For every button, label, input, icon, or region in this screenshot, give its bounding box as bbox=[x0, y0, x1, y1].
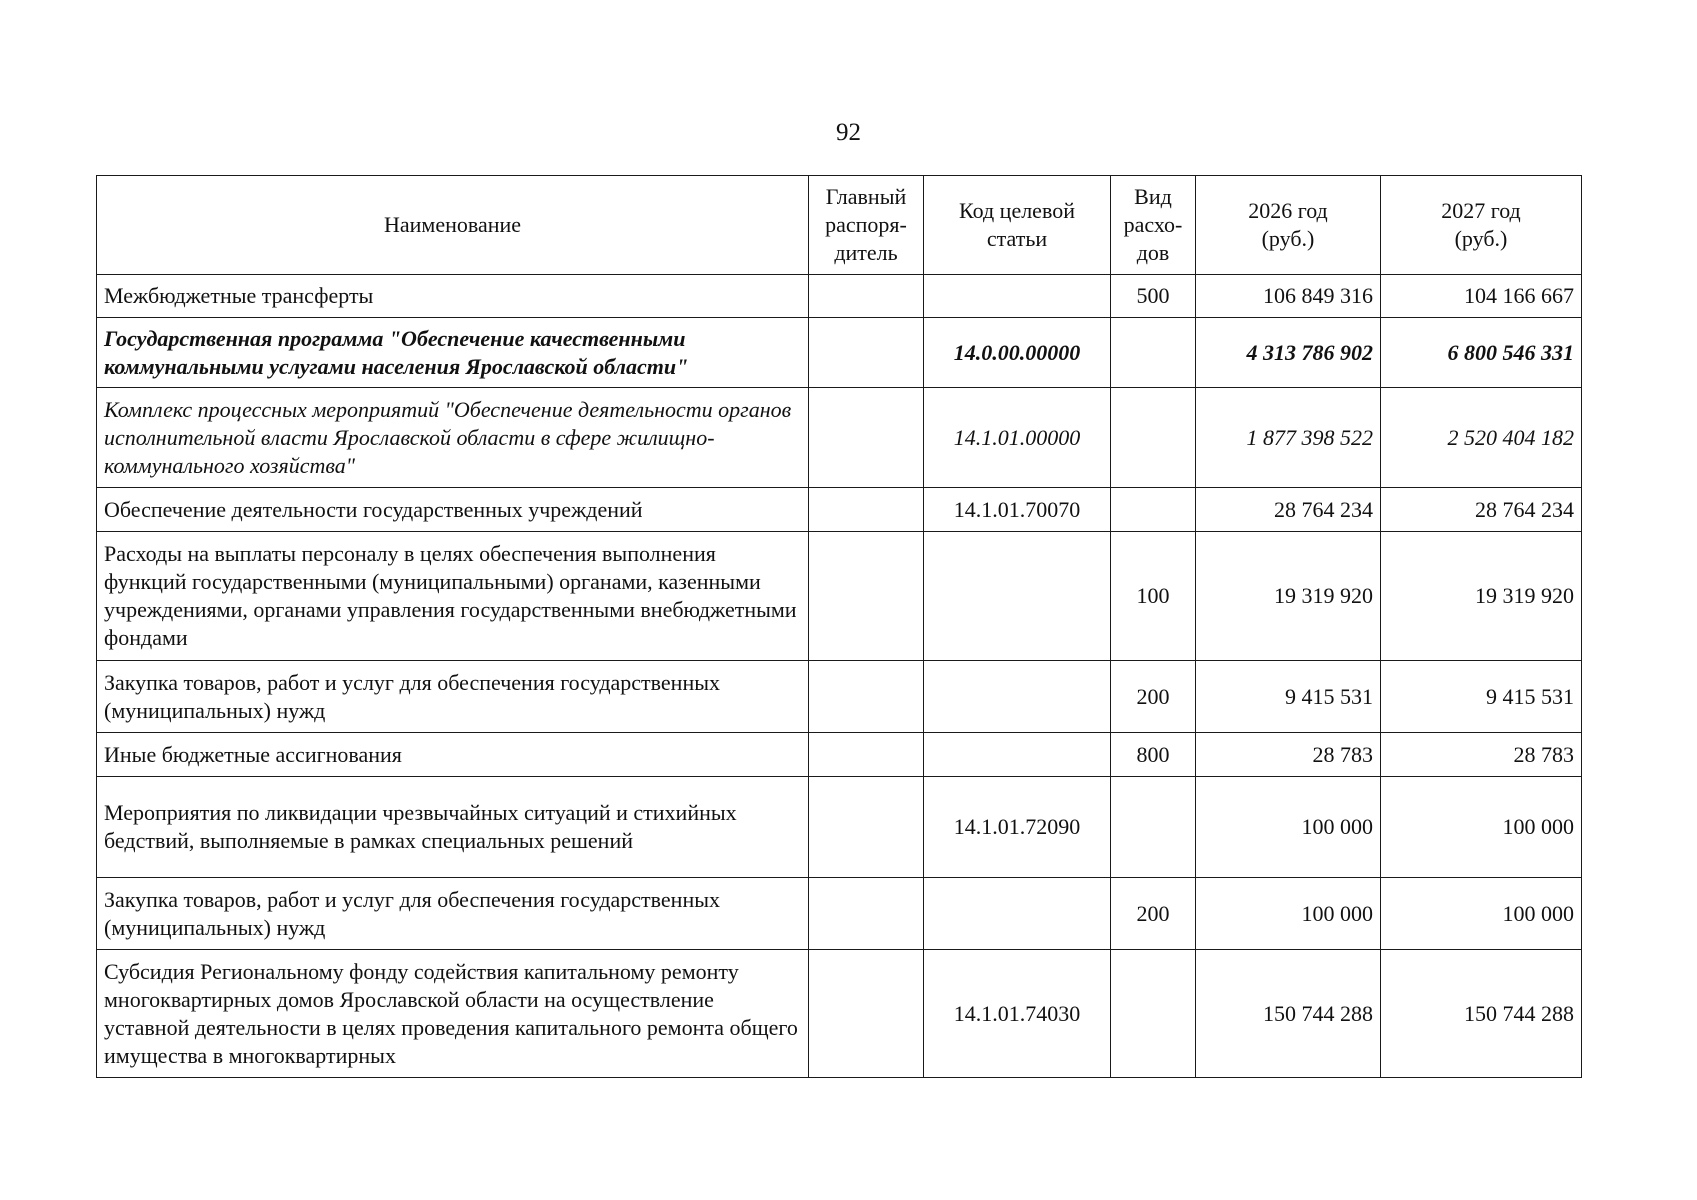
table-row bbox=[97, 532, 1582, 661]
header-expense-type-line-1: Вид bbox=[1134, 184, 1172, 209]
row-main-manager bbox=[809, 661, 924, 733]
row-vid: 200 bbox=[1111, 878, 1196, 950]
header-year-2026 bbox=[1196, 176, 1381, 275]
table-row bbox=[97, 318, 1582, 388]
row-2027: 2 520 404 182 bbox=[1381, 388, 1582, 488]
header-expense-type-line-3: дов bbox=[1136, 240, 1170, 265]
row-2026: 9 415 531 bbox=[1196, 661, 1381, 733]
row-code: 14.1.01.74030 bbox=[924, 950, 1111, 1078]
header-year-2026-line-2: (руб.) bbox=[1261, 226, 1315, 251]
header-main-manager-line-3: дитель bbox=[834, 240, 898, 265]
table-row bbox=[97, 275, 1582, 318]
row-2027: 28 783 bbox=[1381, 733, 1582, 777]
row-2026: 19 319 920 bbox=[1196, 532, 1381, 661]
row-vid: 500 bbox=[1111, 275, 1196, 318]
header-main-manager bbox=[809, 176, 924, 275]
row-2026: 106 849 316 bbox=[1196, 275, 1381, 318]
row-2026: 100 000 bbox=[1196, 878, 1381, 950]
row-main-manager bbox=[809, 275, 924, 318]
header-target-code-line-1: Код целевой bbox=[959, 198, 1075, 223]
row-code bbox=[924, 661, 1111, 733]
header-year-2026-line-1: 2026 год bbox=[1248, 198, 1328, 223]
table-row bbox=[97, 777, 1582, 878]
row-name: Обеспечение деятельности государственных учреждений bbox=[97, 488, 809, 532]
row-2026: 4 313 786 902 bbox=[1196, 318, 1381, 388]
row-code bbox=[924, 275, 1111, 318]
row-name: Комплекс процессных мероприятий "Обеспечение деятельности органов исполнительной власти Ярославской области в сфере жилищно-коммунального хозяйства" bbox=[97, 388, 809, 488]
header-target-code bbox=[924, 176, 1111, 275]
table-row bbox=[97, 733, 1582, 777]
row-code bbox=[924, 878, 1111, 950]
row-main-manager bbox=[809, 878, 924, 950]
row-main-manager bbox=[809, 532, 924, 661]
header-main-manager-line-1: Главный bbox=[825, 184, 907, 209]
table-row bbox=[97, 388, 1582, 488]
row-name: Мероприятия по ликвидации чрезвычайных ситуаций и стихийных бедствий, выполняемые в рамках специальных решений bbox=[97, 777, 809, 878]
row-2027: 6 800 546 331 bbox=[1381, 318, 1582, 388]
row-main-manager bbox=[809, 950, 924, 1078]
row-2027: 100 000 bbox=[1381, 777, 1582, 878]
row-2026: 150 744 288 bbox=[1196, 950, 1381, 1078]
header-name-text: Наименование bbox=[383, 212, 522, 237]
row-code: 14.1.01.72090 bbox=[924, 777, 1111, 878]
row-code: 14.0.00.00000 bbox=[924, 318, 1111, 388]
header-year-2027 bbox=[1381, 176, 1582, 275]
table-header bbox=[97, 176, 1582, 275]
header-expense-type bbox=[1111, 176, 1196, 275]
row-name: Иные бюджетные ассигнования bbox=[97, 733, 809, 777]
header-year-2027-line-1: 2027 год bbox=[1441, 198, 1521, 223]
header-year-2027-line-2: (руб.) bbox=[1454, 226, 1508, 251]
row-name: Субсидия Региональному фонду содействия капитальному ремонту многоквартирных домов Ярославской области на осуществление уставной деятельности в целях проведения капитального ремонта общего имущества в многоквартирных bbox=[97, 950, 809, 1078]
row-main-manager bbox=[809, 318, 924, 388]
row-vid: 800 bbox=[1111, 733, 1196, 777]
page-number: 92 bbox=[836, 119, 861, 146]
row-code: 14.1.01.00000 bbox=[924, 388, 1111, 488]
header-expense-type-line-2: расхо- bbox=[1123, 212, 1183, 237]
row-vid: 200 bbox=[1111, 661, 1196, 733]
row-main-manager bbox=[809, 388, 924, 488]
row-code: 14.1.01.70070 bbox=[924, 488, 1111, 532]
table-row bbox=[97, 878, 1582, 950]
row-name: Межбюджетные трансферты bbox=[97, 275, 809, 318]
table-row bbox=[97, 488, 1582, 532]
row-main-manager bbox=[809, 488, 924, 532]
row-2027: 104 166 667 bbox=[1381, 275, 1582, 318]
row-name: Закупка товаров, работ и услуг для обеспечения государственных (муниципальных) нужд bbox=[97, 878, 809, 950]
row-name: Государственная программа "Обеспечение качественными коммунальными услугами населения Ярославской области" bbox=[97, 318, 809, 388]
table-body bbox=[97, 275, 1582, 1078]
row-2026: 28 783 bbox=[1196, 733, 1381, 777]
row-2026: 100 000 bbox=[1196, 777, 1381, 878]
row-name: Расходы на выплаты персоналу в целях обеспечения выполнения функций государственными (муниципальными) органами, казенными учреждениями, органами управления государственными внебюджетными фондами bbox=[97, 532, 809, 661]
row-2027: 9 415 531 bbox=[1381, 661, 1582, 733]
row-2026: 28 764 234 bbox=[1196, 488, 1381, 532]
row-vid: 100 bbox=[1111, 532, 1196, 661]
row-vid bbox=[1111, 318, 1196, 388]
row-code bbox=[924, 733, 1111, 777]
row-main-manager bbox=[809, 733, 924, 777]
header-name bbox=[97, 176, 809, 275]
row-name: Закупка товаров, работ и услуг для обеспечения государственных (муниципальных) нужд bbox=[97, 661, 809, 733]
row-code bbox=[924, 532, 1111, 661]
header-target-code-line-2: статьи bbox=[986, 226, 1048, 251]
row-2027: 100 000 bbox=[1381, 878, 1582, 950]
row-2027: 19 319 920 bbox=[1381, 532, 1582, 661]
row-main-manager bbox=[809, 777, 924, 878]
row-vid bbox=[1111, 388, 1196, 488]
row-2026: 1 877 398 522 bbox=[1196, 388, 1381, 488]
table-row bbox=[97, 661, 1582, 733]
table-row bbox=[97, 950, 1582, 1078]
row-vid bbox=[1111, 777, 1196, 878]
budget-table bbox=[96, 175, 1582, 1078]
header-main-manager-line-2: распоря- bbox=[825, 212, 907, 237]
header-row bbox=[97, 176, 1582, 275]
row-2027: 28 764 234 bbox=[1381, 488, 1582, 532]
row-vid bbox=[1111, 950, 1196, 1078]
row-2027: 150 744 288 bbox=[1381, 950, 1582, 1078]
row-vid bbox=[1111, 488, 1196, 532]
